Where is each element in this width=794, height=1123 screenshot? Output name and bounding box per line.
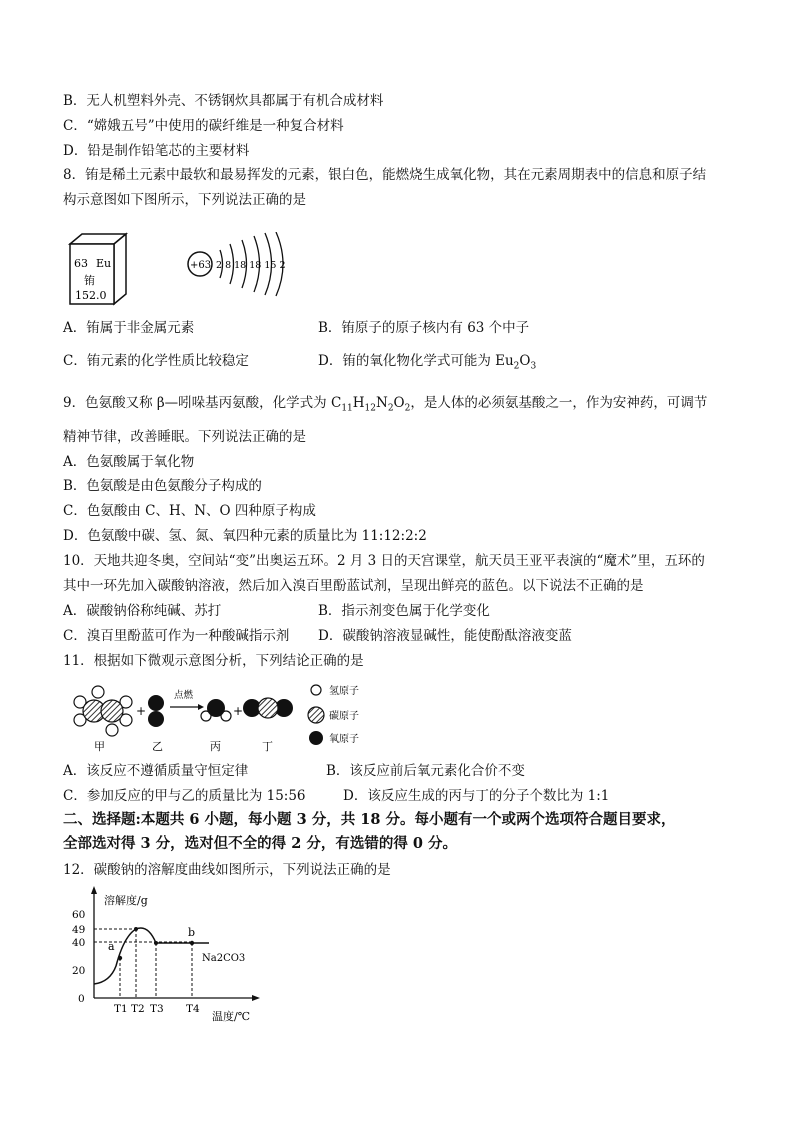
- x-tick-t2: T2: [131, 1003, 145, 1015]
- q7-option-c: C．“嫦娥五号”中使用的碳纤维是一种复合材料: [63, 118, 344, 134]
- point-a-marker: [118, 956, 122, 960]
- point-a-label: a: [108, 940, 115, 953]
- q8-stem-line2: 构示意图如下图所示，下列说法正确的是: [63, 192, 306, 208]
- y-tick-0: 0: [78, 993, 85, 1005]
- q11-option-a: A．该反应不遵循质量守恒定律: [63, 763, 249, 779]
- y-tick-60: 60: [72, 909, 86, 921]
- molecule-jia: [74, 686, 132, 736]
- q11-option-c: C．参加反应的甲与乙的质量比为 15:56: [63, 788, 306, 804]
- molecule-bing: [201, 699, 231, 721]
- label-yi: 乙: [152, 740, 163, 753]
- y-tick-49: 49: [72, 924, 86, 936]
- section2-heading-line2: 全部选对得 3 分，选对但不全的得 2 分，有选错的得 0 分。: [63, 835, 458, 852]
- element-mass: 152.0: [75, 289, 107, 302]
- q10-option-b: B．指示剂变色属于化学变化: [318, 603, 490, 619]
- molecule-ding: [243, 698, 293, 718]
- q9-stem-line2: 精神节律，改善睡眠。下列说法正确的是: [63, 429, 306, 445]
- y-tick-20: 20: [72, 965, 86, 977]
- q11-stem: 11．根据如下微观示意图分析，下列结论正确的是: [63, 653, 364, 669]
- legend-hydrogen: 氢原子: [329, 686, 359, 697]
- q10-stem-line2: 其中一环先加入碳酸钠溶液，然后加入溴百里酚蓝试剂，呈现出鲜亮的蓝色。以下说法不正确的是: [63, 578, 644, 594]
- q9-option-a: A．色氨酸属于氧化物: [63, 454, 195, 470]
- svg-text:+: +: [136, 704, 147, 718]
- q10-option-c: C．溴百里酚蓝可作为一种酸碱指示剂: [63, 628, 290, 644]
- element-number: 63: [74, 257, 88, 270]
- y-tick-40: 40: [72, 937, 86, 949]
- q12-stem: 12．碳酸钠的溶解度曲线如图所示，下列说法正确的是: [63, 862, 391, 878]
- svg-text:+: +: [233, 704, 244, 718]
- q8-option-a: A．铕属于非金属元素: [63, 320, 195, 336]
- q8-stem-line1: 8．铕是稀土元素中最软和最易挥发的元素，银白色，能燃烧生成氧化物，其在元素周期表中的信息和原子结: [63, 167, 707, 183]
- atom-structure-diagram: [188, 232, 286, 296]
- legend-carbon: 碳原子: [329, 711, 359, 722]
- q7-option-d: D．铅是制作铅笔芯的主要材料: [63, 143, 250, 159]
- legend-oxygen: 氧原子: [329, 734, 359, 745]
- element-symbol: Eu: [96, 257, 112, 270]
- q9-option-b: B．色氨酸是由色氨酸分子构成的: [63, 478, 262, 494]
- q9-option-d: D．色氨酸中碳、氢、氮、氧四种元素的质量比为 11:12:2:2: [63, 528, 427, 544]
- legend: [308, 684, 359, 745]
- point-b-label: b: [188, 926, 196, 939]
- x-axis-label: 温度/℃: [212, 1010, 251, 1023]
- x-tick-t3: T3: [150, 1003, 164, 1015]
- element-cell-cube: [70, 234, 126, 304]
- q10-option-a: A．碳酸钠俗称纯碱、苏打: [63, 603, 222, 619]
- q8-option-d: D．铕的氧化物化学式可能为 $Eu_2O_3$: [318, 353, 537, 372]
- y-axis-label: 溶解度/g: [104, 894, 148, 907]
- curve-label: Na2CO3: [202, 953, 246, 964]
- q8-option-c: C．铕元素的化学性质比较稳定: [63, 353, 249, 369]
- reaction-condition: 点燃: [174, 690, 194, 701]
- q11-micro-diagram: [64, 680, 394, 756]
- q8-option-b: B．铕原子的原子核内有 63 个中子: [318, 320, 530, 336]
- q10-option-d: D．碳酸钠溶液显碱性，能使酚酞溶液变蓝: [318, 628, 572, 644]
- section2-heading-line1: 二、选择题:本题共 6 小题，每小题 3 分，共 18 分。每小题有一个或两个选项符合题目要求，: [63, 811, 676, 828]
- q9-option-c: C．色氨酸由 C、H、N、O 四种原子构成: [63, 503, 316, 519]
- label-jia: 甲: [94, 740, 105, 753]
- x-tick-t1: T1: [114, 1003, 128, 1015]
- molecule-yi: [148, 695, 164, 727]
- element-name: 铕: [84, 274, 95, 287]
- q7-option-b: B．无人机塑料外壳、不锈钢炊具都属于有机合成材料: [63, 93, 384, 109]
- x-tick-t4: T4: [186, 1003, 200, 1015]
- q12-solubility-chart: [64, 886, 274, 1024]
- label-bing: 丙: [210, 740, 221, 753]
- nucleus-charge: +63: [190, 260, 212, 271]
- q11-option-b: B．该反应前后氧元素化合价不变: [326, 763, 525, 779]
- q9-stem-line1: 9．色氨酸又称 β—吲哚基丙氨酸，化学式为 $C_{11}H_{12}N_2O_2$，是人体的必须氨基酸之一，作为安神药，可调节: [63, 395, 708, 414]
- q10-stem-line1: 10．天地共迎冬奥，空间站“变”出奥运五环。2 月 3 日的天宫课堂，航天员王亚平表演的“魔术”里，五环的: [63, 553, 705, 569]
- label-ding: 丁: [262, 740, 273, 753]
- electron-shells: 2 8 18 18 15 2: [216, 260, 286, 271]
- point-b-marker: [190, 941, 194, 945]
- q11-option-d: D．该反应生成的丙与丁的分子个数比为 1:1: [343, 788, 610, 804]
- q8-figure: [62, 232, 302, 312]
